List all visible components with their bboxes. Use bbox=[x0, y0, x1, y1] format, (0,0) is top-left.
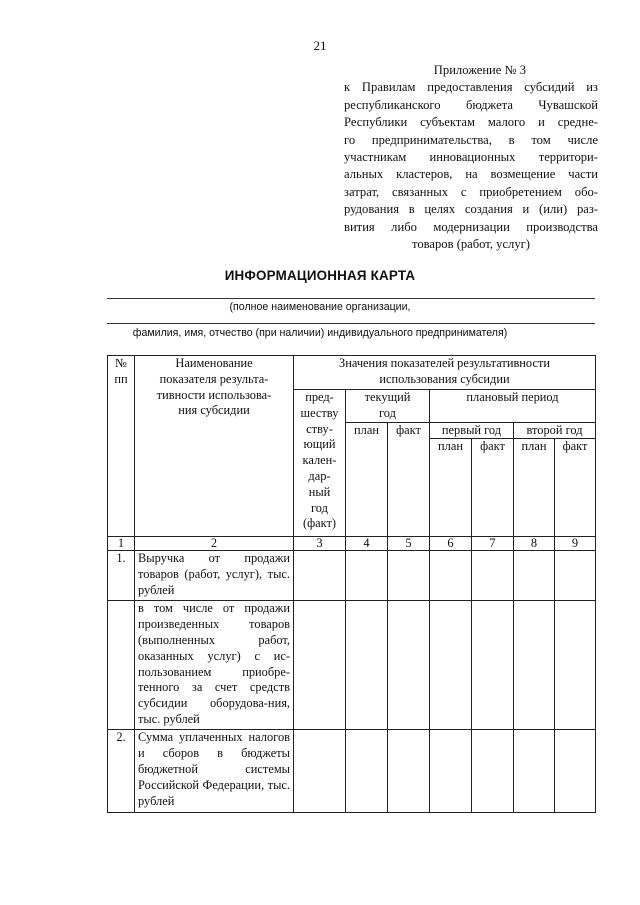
empty-value-cell bbox=[555, 730, 596, 813]
empty-value-cell bbox=[346, 601, 388, 730]
header-second-fact: факт bbox=[555, 439, 596, 537]
indicators-table bbox=[107, 355, 596, 813]
entrepreneur-caption: фамилия, имя, отчество (при наличии) индивидуального предпринимателя) bbox=[132, 327, 508, 339]
empty-value-cell bbox=[514, 730, 555, 813]
empty-value-cell bbox=[388, 730, 430, 813]
empty-value-cell bbox=[346, 551, 388, 601]
table-row bbox=[108, 730, 596, 813]
header-first-year: первый год bbox=[430, 422, 514, 439]
row-number: 1. bbox=[108, 551, 135, 601]
table-row bbox=[108, 601, 596, 730]
header-current-fact: факт bbox=[388, 422, 430, 537]
column-number: 1 bbox=[108, 537, 135, 551]
empty-value-cell bbox=[388, 551, 430, 601]
header-indicator-name: Наименование показателя результа- тивности использова- ния субсидии bbox=[135, 356, 294, 537]
appendix-block bbox=[344, 62, 598, 253]
empty-value-cell bbox=[294, 601, 346, 730]
appendix-line: затрат, связанных с приобретением обо- bbox=[344, 184, 598, 199]
appendix-line: республиканского бюджета Чувашской bbox=[344, 97, 598, 112]
column-number: 4 bbox=[346, 537, 388, 551]
empty-value-cell bbox=[472, 601, 514, 730]
empty-value-cell bbox=[514, 601, 555, 730]
appendix-line: участникам инновационных территори- bbox=[344, 150, 598, 165]
organization-caption: (полное наименование организации, bbox=[229, 301, 411, 313]
column-number: 6 bbox=[430, 537, 472, 551]
empty-value-cell bbox=[430, 601, 472, 730]
row-indicator-name: Выручка от продажи товаров (работ, услуг), тыс. рублей bbox=[135, 551, 294, 601]
header-values-group: Значения показателей результативности использования субсидии bbox=[294, 356, 596, 390]
header-first-plan: план bbox=[430, 439, 472, 537]
document-title: ИНФОРМАЦИОННАЯ КАРТА bbox=[224, 268, 416, 283]
header-current-year: текущий год bbox=[346, 390, 430, 423]
empty-value-cell bbox=[555, 601, 596, 730]
page-number: 21 bbox=[313, 38, 327, 53]
row-indicator-name: Сумма уплаченных налогов и сборов в бюджеты бюджетной системы Российской Федерации, тыс. рублей bbox=[135, 730, 294, 813]
appendix-line: товаров (работ, услуг) bbox=[412, 237, 530, 252]
empty-value-cell bbox=[346, 730, 388, 813]
appendix-line: к Правилам предоставления субсидий из bbox=[344, 80, 598, 95]
row-number bbox=[108, 601, 135, 730]
empty-value-cell bbox=[514, 551, 555, 601]
appendix-line: рудования в целях создания и (или) раз- bbox=[344, 202, 598, 217]
header-second-plan: план bbox=[514, 439, 555, 537]
header-current-plan: план bbox=[346, 422, 388, 537]
column-number: 2 bbox=[135, 537, 294, 551]
empty-value-cell bbox=[430, 551, 472, 601]
column-number: 3 bbox=[294, 537, 346, 551]
entrepreneur-fill-line bbox=[107, 323, 595, 324]
empty-value-cell bbox=[472, 551, 514, 601]
appendix-line: Республики субъектам малого и средне- bbox=[344, 115, 598, 130]
column-number: 5 bbox=[388, 537, 430, 551]
empty-value-cell bbox=[294, 551, 346, 601]
empty-value-cell bbox=[555, 551, 596, 601]
header-prev-year: пред- шеству ству- ющий кален- дар- ный год (факт) bbox=[294, 390, 346, 537]
appendix-line: вития либо модернизации производства bbox=[344, 219, 598, 234]
table-row bbox=[108, 551, 596, 601]
empty-value-cell bbox=[472, 730, 514, 813]
appendix-line: альных кластеров, на возмещение части bbox=[344, 167, 598, 182]
row-number: 2. bbox=[108, 730, 135, 813]
row-indicator-name: в том числе от продажи произведенных товаров (выполненных работ, оказанных услуг) с ис-пользованием приобре-тенного за счет средств субсидии оборудова-ния, тыс. рублей bbox=[135, 601, 294, 730]
empty-value-cell bbox=[294, 730, 346, 813]
column-number: 8 bbox=[514, 537, 555, 551]
appendix-line: го предпринимательства, в том числе bbox=[344, 132, 598, 147]
header-first-fact: факт bbox=[472, 439, 514, 537]
empty-value-cell bbox=[388, 601, 430, 730]
organization-fill-line bbox=[107, 298, 595, 299]
header-second-year: второй год bbox=[514, 422, 596, 439]
header-row bbox=[108, 356, 596, 390]
appendix-title: Приложение № 3 bbox=[433, 63, 526, 77]
column-number: 7 bbox=[472, 537, 514, 551]
column-number: 9 bbox=[555, 537, 596, 551]
empty-value-cell bbox=[430, 730, 472, 813]
header-num: № пп bbox=[108, 356, 135, 537]
column-number-row bbox=[108, 537, 596, 551]
header-planned-period: плановый период bbox=[430, 390, 596, 423]
